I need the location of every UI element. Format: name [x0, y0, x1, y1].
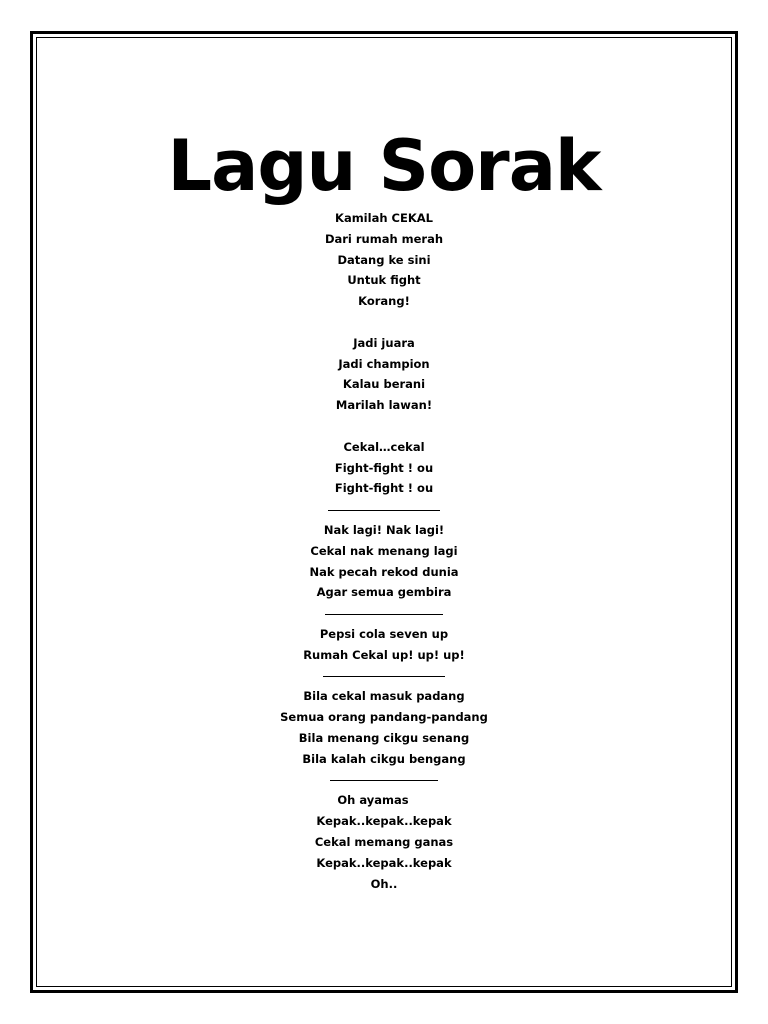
lyric-line: Kepak..kepak..kepak: [316, 855, 452, 870]
lyric-line: Bila kalah cikgu bengang: [302, 751, 466, 766]
lyric-line: Cekal nak menang lagi: [310, 543, 458, 558]
song-title: Lagu Sorak: [167, 125, 601, 207]
lyric-line: Pepsi cola seven up: [319, 626, 449, 641]
lyric-line: Datang ke sini: [337, 252, 431, 267]
separator-line: [0, 603, 768, 624]
lyric-line: Jadi juara: [353, 335, 415, 350]
separator-line: [0, 770, 768, 791]
lyric-line: Marilah lawan!: [335, 398, 433, 413]
separator-line: [0, 666, 768, 687]
lyric-line: Bila menang cikgu senang: [298, 730, 470, 745]
lyric-line: Bila cekal masuk padang: [303, 689, 465, 704]
lyrics-body: [0, 208, 768, 894]
lyric-line: Jadi champion: [338, 356, 430, 371]
separator-line: [0, 499, 768, 520]
lyric-line: Cekal…cekal: [343, 439, 425, 454]
lyric-line: Korang!: [358, 294, 410, 309]
lyric-line: Kamilah CEKAL: [335, 211, 433, 225]
lyric-line: Oh..: [370, 876, 398, 891]
lyric-line: Fight-fight ! ou: [334, 481, 434, 496]
stanza-gap: [0, 416, 768, 437]
lyric-line: Cekal memang ganas: [314, 834, 454, 849]
lyric-line: Untuk fight: [347, 273, 421, 288]
lyric-line: Kalau berani: [342, 377, 426, 392]
lyric-line: Rumah Cekal up! up! up!: [303, 647, 465, 662]
lyric-line: Agar semua gembira: [316, 585, 452, 600]
lyric-line: Oh ayamas: [337, 793, 409, 808]
lyric-line: Kepak..kepak..kepak: [316, 814, 452, 829]
lyric-line: Nak pecah rekod dunia: [309, 564, 459, 579]
stanza-gap: [0, 312, 768, 333]
lyric-line: Fight-fight ! ou: [334, 460, 434, 475]
lyric-line: Semua orang pandang-pandang: [280, 710, 488, 725]
lyric-line: Nak lagi! Nak lagi!: [323, 522, 445, 537]
lyric-line: Dari rumah merah: [324, 231, 444, 246]
